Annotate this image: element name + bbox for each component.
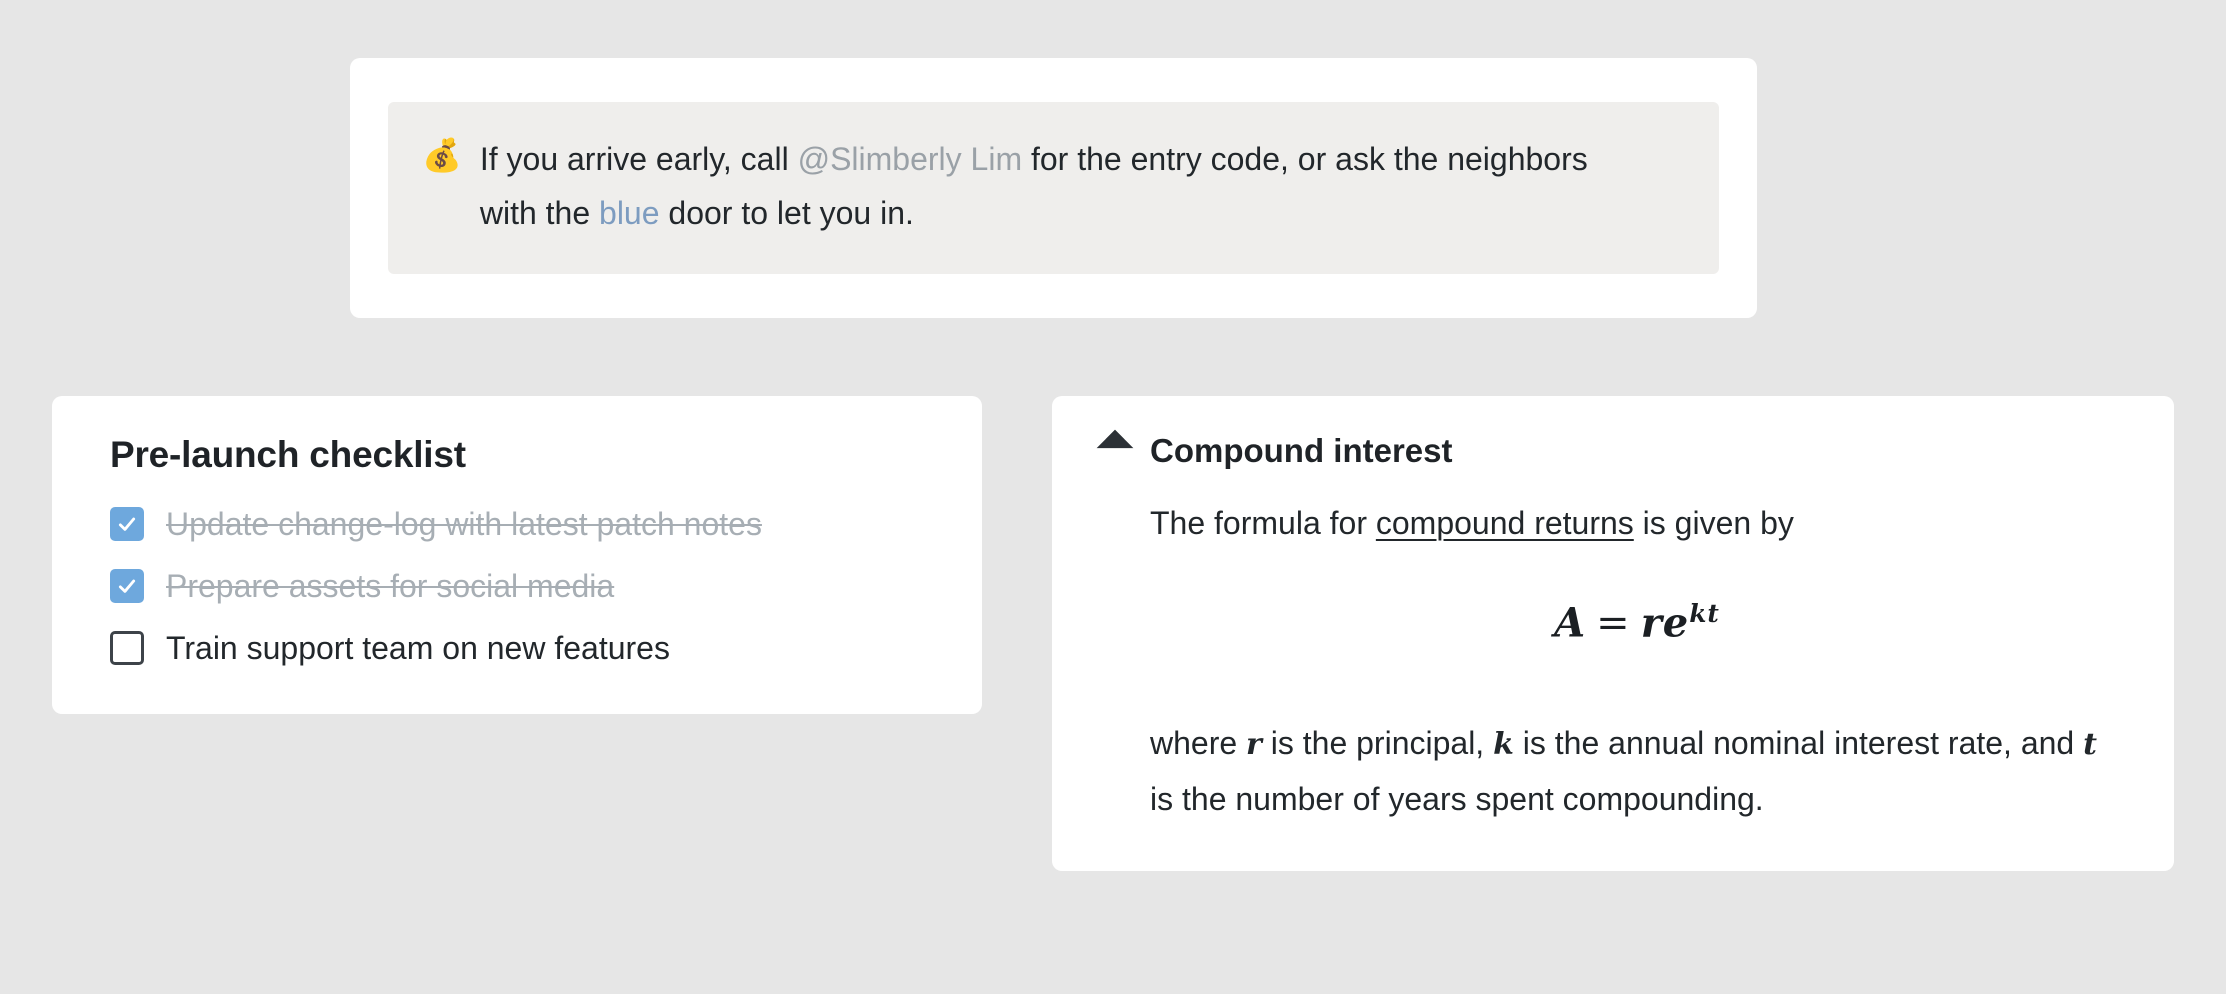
equation-block <box>1150 599 2124 646</box>
explanation-part-1: where <box>1150 725 1247 762</box>
callout-card <box>350 58 1757 318</box>
callout-block[interactable] <box>388 102 1719 274</box>
explanation-part-3: is the annual nominal interest rate, and <box>1513 725 2084 762</box>
math-variable-t: t <box>2083 727 2097 763</box>
equation-operator: = <box>1596 600 1631 647</box>
compound-returns-link[interactable]: compound returns <box>1375 505 1634 541</box>
toggle-header[interactable] <box>1102 432 2124 470</box>
explanation-part-2: is the principal, <box>1261 725 1494 762</box>
list-item-label: Update change-log with latest patch notes <box>166 506 762 542</box>
inline-link-blue[interactable]: blue <box>599 195 660 231</box>
page-title: Pre-launch checklist <box>110 434 466 475</box>
user-mention[interactable]: @Slimberly Lim <box>797 141 1023 177</box>
equation-rhs-base: re <box>1640 599 1690 647</box>
list-item-label: Prepare assets for social media <box>166 568 615 604</box>
toggle-body <box>1102 496 2124 827</box>
math-variable-r: r <box>1246 727 1262 763</box>
list-item[interactable] <box>110 566 938 606</box>
callout-text-part-1: If you arrive early, call <box>479 141 798 177</box>
list-item[interactable] <box>110 504 938 544</box>
list-item[interactable] <box>110 628 938 668</box>
formula-intro-before: The formula for <box>1150 505 1376 541</box>
chevron-down-icon[interactable] <box>1097 430 1134 467</box>
money-bag-emoji: 💰 <box>422 137 462 173</box>
checklist-card <box>52 396 982 714</box>
formula-intro-after: is given by <box>1633 505 1794 541</box>
checkbox-checked[interactable] <box>110 507 144 541</box>
callout-text <box>480 132 1610 240</box>
callout-text-part-3: door to let you in. <box>659 195 914 231</box>
math-variable-k: k <box>1493 727 1514 763</box>
checkbox-checked[interactable] <box>110 569 144 603</box>
toggle-title: Compound interest <box>1150 432 1453 469</box>
formula-explanation <box>1150 716 2124 827</box>
equation-rhs-exponent: kt <box>1689 599 1720 628</box>
formula-card <box>1052 396 2174 871</box>
explanation-part-4: is the number of years spent compounding. <box>1150 781 1764 818</box>
checkbox-unchecked[interactable] <box>110 631 144 665</box>
callout-text-part-2: for the entry code, or ask the neighbors with the <box>479 141 1588 231</box>
formula-intro <box>1150 496 2124 551</box>
list-item-label: Train support team on new features <box>166 630 670 666</box>
equation-lhs: A <box>1554 599 1587 647</box>
